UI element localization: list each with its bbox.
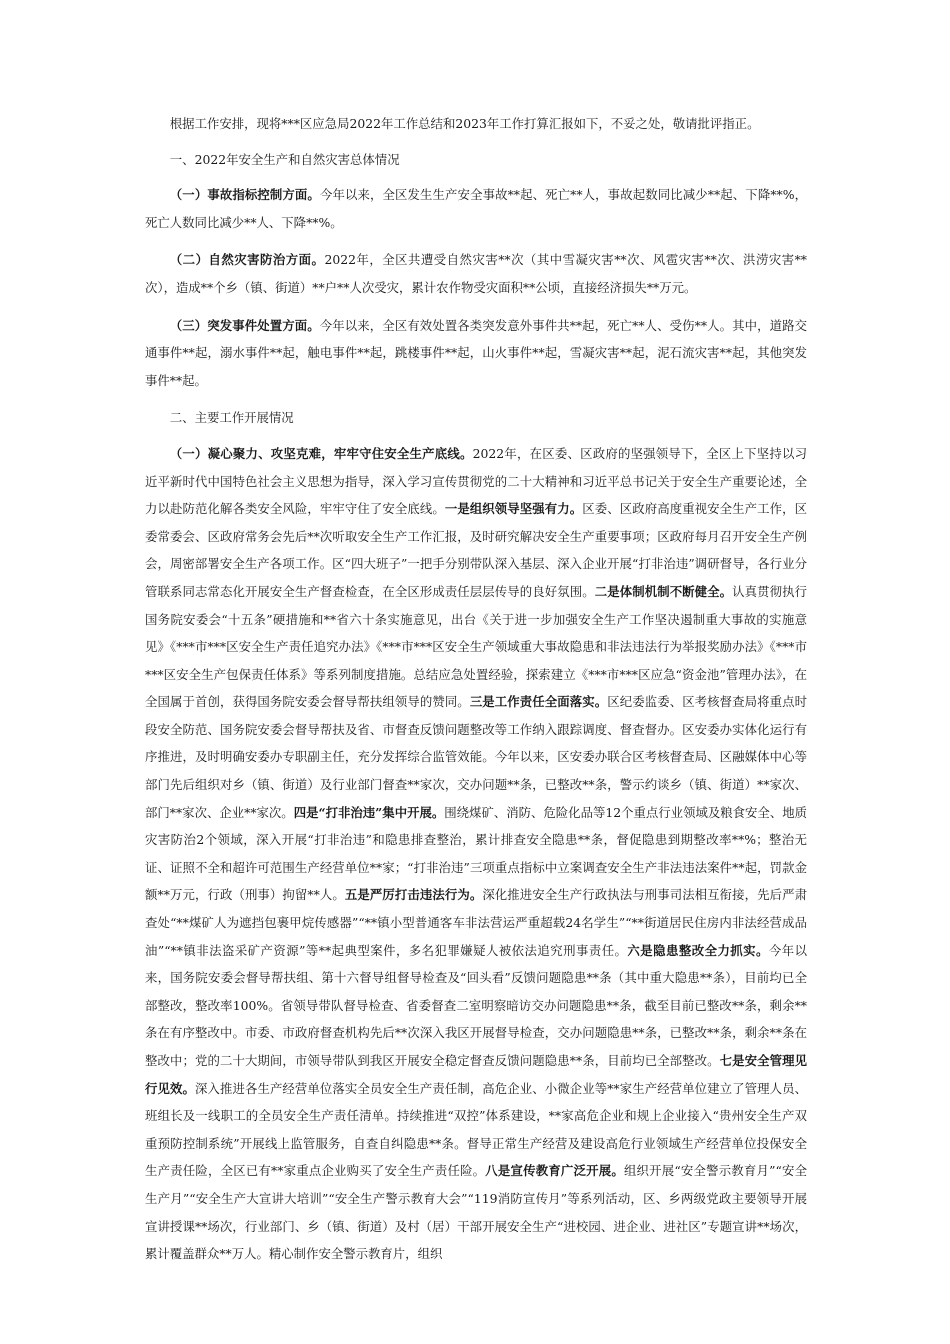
point-4-text: 围绕煤矿、消防、危险化品等12个重点行业领域及粮食安全、地质灾害防治2个领域，深入开展“打非治违”和隐患排查整治，累计排查安全隐患**条，督促隐患到期整改率**%；整治无证、证照不全和超许可范围生产经营单位**家；“打非治违”三项重点指标中立案调查安全生产非法违法案件**起，罚款金额**万元，行政（刑事）拘留**人。 xyxy=(145,804,807,903)
point-6-label: 六是隐患整改全力抓实。 xyxy=(627,942,769,958)
section-2-paragraph-1 xyxy=(145,440,807,1268)
item-text: 2022年，全区共遭受自然灾害**次（其中雪凝灾害**次、风雹灾害**次、洪涝灾害**次），造成**个乡（镇、街道）**户**人次受灾，累计农作物受灾面积**公顷，直接经济损失**万元。 xyxy=(145,252,807,295)
point-6-text: 今年以来，国务院安委会督导帮扶组、第十六督导组督导检查及“回头看”反馈问题隐患**条（其中重大隐患**条），目前均已全部整改，整改率100%。省领导带队督导检查、省委督查二室明察暗访交办问题隐患**条，截至目前已整改**条，剩余**条在有序整改中。市委、市政府督查机构先后**次深入我区开展督导检查，交办问题隐患**条，已整改**条，剩余**条在整改中；党的二十大期间，市领导带队到我区开展安全稳定督查反馈问题隐患**条，目前均已全部整改。 xyxy=(145,942,808,1068)
paragraph-label: （一）凝心聚力、攻坚克难，牢牢守住安全生产底线。 xyxy=(169,445,473,461)
point-5-label: 五是严厉打击违法行为。 xyxy=(344,887,483,903)
intro-paragraph: 根据工作安排，现将***区应急局2022年工作总结和2023年工作打算汇报如下，不妥之处，敬请批评指正。 xyxy=(169,116,760,131)
paragraph-text: 2022年，在区委、区政府的坚强领导下，全区上下坚持以习近平新时代中国特色社会主义思想为指导，深入学习宣传贯彻党的二十大精神和习近平总书记关于安全生产重要论述，全力以赴防范化解各类安全风险，牢牢守住了安全底线。 xyxy=(145,445,807,517)
item-label: （三）突发事件处置方面。 xyxy=(169,317,320,333)
section-2-heading: 二、主要工作开展情况 xyxy=(169,410,294,426)
item-text: 今年以来，全区发生生产安全事故**起、死亡**人，事故起数同比减少**起、下降**%，死亡人数同比减少**人、下降**%。 xyxy=(145,187,808,230)
point-7-label: 七是安全管理见行见效。 xyxy=(145,1053,808,1096)
document-page xyxy=(145,110,807,1268)
point-3-text: 区纪委监委、区考核督查局将重点时段安全防范、国务院安委会督导帮扶及省、市督查反馈问题整改等工作纳入跟踪调度、督查督办。区安委办实体化运行有序推进，及时明确安委办专职副主任，充分发挥综合监管效能。今年以来，区安委办联合区考核督查局、区融媒体中心等部门先后组织对乡（镇、街道）及行业部门督查**家次，交办问题**条，已整改**条，警示约谈乡（镇、街道）**家次、部门**家次、企业**家次。 xyxy=(145,694,808,820)
item-label: （一）事故指标控制方面。 xyxy=(169,187,320,203)
point-3-label: 三是工作责任全面落实。 xyxy=(469,694,608,710)
item-text: 今年以来，全区有效处置各类突发意外事件共**起，死亡**人、受伤**人。其中，道路交通事件**起，溺水事件**起，触电事件**起，跳楼事件**起，山火事件**起，雪凝灾害**起，泥石流灾害**起，其他突发事件**起。 xyxy=(145,317,808,388)
point-7-text: 深入推进各生产经营单位落实全员安全生产责任制，高危企业、小微企业等**家生产经营单位建立了管理人员、班组长及一线职工的全员安全生产责任清单。持续推进“双控”体系建设，**家高危企业和规上企业接入“贵州安全生产双重预防控制系统”开展线上监管服务，自查自纠隐患**条。督导正常生产经营及建设高危行业领域生产经营单位投保安全生产责任险，全区已有**家重点企业购买了安全生产责任险。 xyxy=(145,1080,808,1179)
item-label: （二）自然灾害防治方面。 xyxy=(169,252,325,268)
point-8-text: 组织开展“安全警示教育月”“安全生产月”“安全生产大宣讲大培训”“安全生产警示教育大会”“119消防宣传月”等系列活动，区、乡两级党政主要领导开展宣讲授课**场次，行业部门、乡（镇、街道）及村（居）干部开展安全生产“进校园、进企业、进社区”专题宣讲**场次，累计覆盖群众**万人。精心制作安全警示教育片，组织 xyxy=(145,1163,807,1262)
point-5-text: 深化推进安全生产行政执法与刑事司法相互衔接，先后严肃查处“**煤矿人为遮挡包裹甲烷传感器”“**镇小型普通客车非法营运严重超载24名学生”“**街道居民住房内非法经营成品油”“**镇非法盗采矿产资源”等**起典型案件，多名犯罪嫌疑人被依法追究刑事责任。 xyxy=(145,887,808,958)
point-1-label: 一是组织领导坚强有力。 xyxy=(444,501,583,517)
point-4-label: 四是“打非治违”集中开展。 xyxy=(293,804,445,820)
section-1-item-2 xyxy=(145,246,807,301)
section-1-heading: 一、2022年安全生产和自然灾害总体情况 xyxy=(169,151,400,167)
point-2-label: 二是体制机制不断健全。 xyxy=(594,583,733,599)
section-1-item-1 xyxy=(145,181,807,236)
point-2-text: 认真贯彻执行国务院安委会“十五条”硬措施和**省六十条实施意见，出台《关于进一步加强安全生产工作坚决遏制重大事故的实施意见》《***市***区安全生产责任追究办法》《***市***区安全生产领域重大事故隐患和非法违法行为举报奖励办法》《***市***区安全生产包保责任体系》等系列制度措施。总结应急处置经验，探索建立《***市***区应急“资金池”管理办法》，在全国属于首创，获得国务院安委会督导帮扶组领导的赞同。 xyxy=(145,583,808,710)
point-1-text: 区委、区政府高度重视安全生产工作，区委常委会、区政府常务会先后**次听取安全生产工作汇报，及时研究解决安全生产重要事项；区政府每月召开安全生产例会，周密部署安全生产各项工作。区“四大班子”一把手分别带队深入基层、深入企业开展“打非治违”调研督导，各行业分管联系同志常态化开展安全生产督查检查，在全区形成责任层层传导的良好氛围。 xyxy=(145,501,808,599)
point-8-label: 八是宣传教育广泛开展。 xyxy=(485,1163,624,1179)
section-1-item-3 xyxy=(145,312,807,395)
